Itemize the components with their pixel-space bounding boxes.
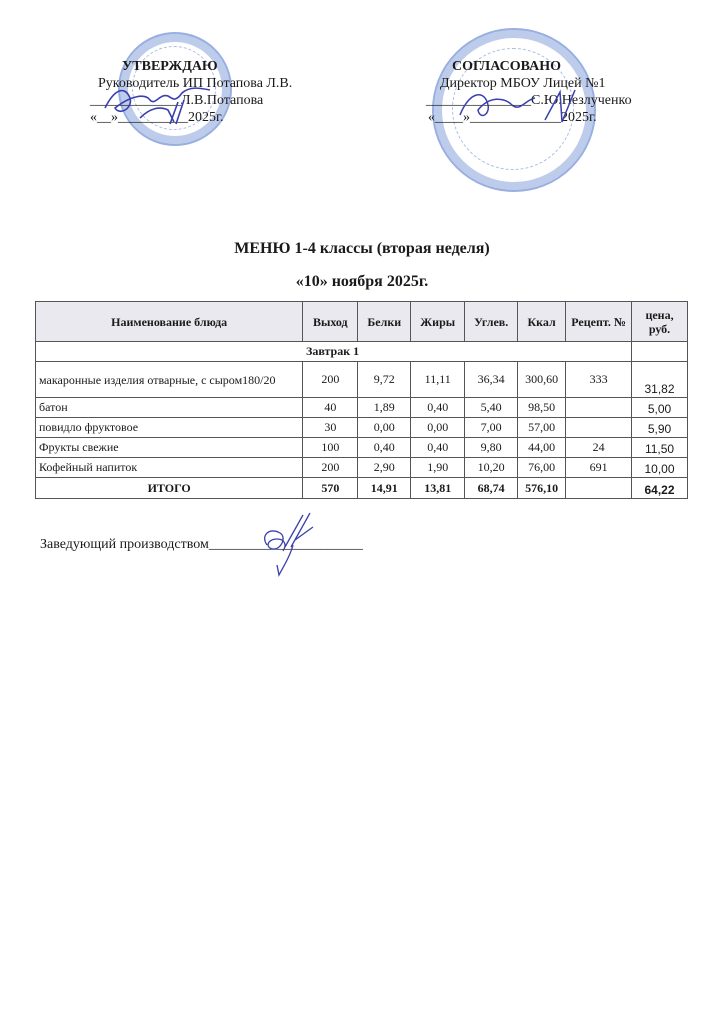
- dish-price: 5,90: [632, 418, 688, 438]
- dish-name: Кофейный напиток: [36, 458, 303, 478]
- footer-signature: [255, 505, 325, 580]
- agreement-signature: [450, 80, 590, 130]
- approve-title: УТВЕРЖДАЮ: [122, 59, 218, 74]
- dish-fat: 0,40: [411, 438, 465, 458]
- dish-recipe: 24: [566, 438, 632, 458]
- dish-name: повидло фруктовое: [36, 418, 303, 438]
- total-label: ИТОГО: [36, 478, 303, 499]
- dish-recipe: 691: [566, 458, 632, 478]
- dish-kcal: 44,00: [518, 438, 566, 458]
- menu-table: [35, 301, 688, 499]
- menu-date: «10» ноября 2025г.: [295, 273, 429, 290]
- header-recipe: Рецепт. №: [566, 302, 632, 342]
- dish-protein: 2,90: [358, 458, 411, 478]
- header-output: Выход: [303, 302, 358, 342]
- dish-price: 5,00: [632, 398, 688, 418]
- dish-output: 30: [303, 418, 358, 438]
- dish-name: макаронные изделия отварные, с сыром180/20: [36, 362, 303, 398]
- total-carbs: 68,74: [465, 478, 518, 499]
- table-row: [36, 458, 688, 478]
- header-kcal: Ккал: [518, 302, 566, 342]
- total-fat: 13,81: [411, 478, 465, 499]
- dish-kcal: 57,00: [518, 418, 566, 438]
- total-recipe: [566, 478, 632, 499]
- dish-protein: 9,72: [358, 362, 411, 398]
- dish-carbs: 7,00: [465, 418, 518, 438]
- approve-position: Руководитель ИП Потапова Л.В.: [98, 76, 293, 91]
- total-kcal: 576,10: [518, 478, 566, 499]
- dish-protein: 0,40: [358, 438, 411, 458]
- agreement-date-line: «____»_____________2025г.: [428, 110, 597, 125]
- total-output: 570: [303, 478, 358, 499]
- section-row: [36, 342, 688, 362]
- menu-title: МЕНЮ 1-4 классы (вторая неделя): [234, 240, 490, 257]
- dish-price: 31,82: [632, 362, 688, 398]
- footer-signature-line: ______________________: [208, 537, 363, 552]
- dish-carbs: 36,34: [465, 362, 518, 398]
- agreement-signature-line: _______________С.Ю.Незлученко: [426, 93, 632, 108]
- total-protein: 14,91: [358, 478, 411, 499]
- dish-output: 40: [303, 398, 358, 418]
- dish-price: 11,50: [632, 438, 688, 458]
- table-row: [36, 438, 688, 458]
- header-protein: Белки: [358, 302, 411, 342]
- dish-price: 10,00: [632, 458, 688, 478]
- header-dish-name: Наименование блюда: [36, 302, 303, 342]
- footer-position-label: Заведующий производством: [40, 537, 209, 552]
- dish-recipe: [566, 418, 632, 438]
- approve-signature: [100, 78, 220, 128]
- dish-fat: 11,11: [411, 362, 465, 398]
- dish-output: 200: [303, 362, 358, 398]
- table-row: [36, 362, 688, 398]
- section-price-empty: [632, 342, 688, 362]
- dish-carbs: 9,80: [465, 438, 518, 458]
- dish-output: 200: [303, 458, 358, 478]
- header-price: цена, руб.: [632, 302, 688, 342]
- dish-recipe: 333: [566, 362, 632, 398]
- dish-fat: 0,40: [411, 398, 465, 418]
- section-label: [36, 342, 632, 362]
- dish-output: 100: [303, 438, 358, 458]
- dish-carbs: 5,40: [465, 398, 518, 418]
- dish-fat: 1,90: [411, 458, 465, 478]
- header-carbs: Углев.: [465, 302, 518, 342]
- total-row: [36, 478, 688, 499]
- dish-recipe: [566, 398, 632, 418]
- dish-fat: 0,00: [411, 418, 465, 438]
- dish-name: батон: [36, 398, 303, 418]
- agreement-title: СОГЛАСОВАНО: [452, 59, 561, 74]
- dish-protein: 0,00: [358, 418, 411, 438]
- dish-kcal: 76,00: [518, 458, 566, 478]
- header-fat: Жиры: [411, 302, 465, 342]
- dish-carbs: 10,20: [465, 458, 518, 478]
- dish-kcal: 300,60: [518, 362, 566, 398]
- approve-date-line: «__»__________2025г.: [90, 110, 224, 125]
- table-header-row: [36, 302, 688, 342]
- approve-signature-line: _____________Л.В.Потапова: [90, 93, 264, 108]
- total-price: 64,22: [632, 478, 688, 499]
- dish-protein: 1,89: [358, 398, 411, 418]
- dish-kcal: 98,50: [518, 398, 566, 418]
- section-label-text: Завтрак 1: [306, 344, 360, 358]
- table-row: [36, 398, 688, 418]
- dish-name: Фрукты свежие: [36, 438, 303, 458]
- table-row: [36, 418, 688, 438]
- agreement-position: Директор МБОУ Лицей №1: [440, 76, 606, 91]
